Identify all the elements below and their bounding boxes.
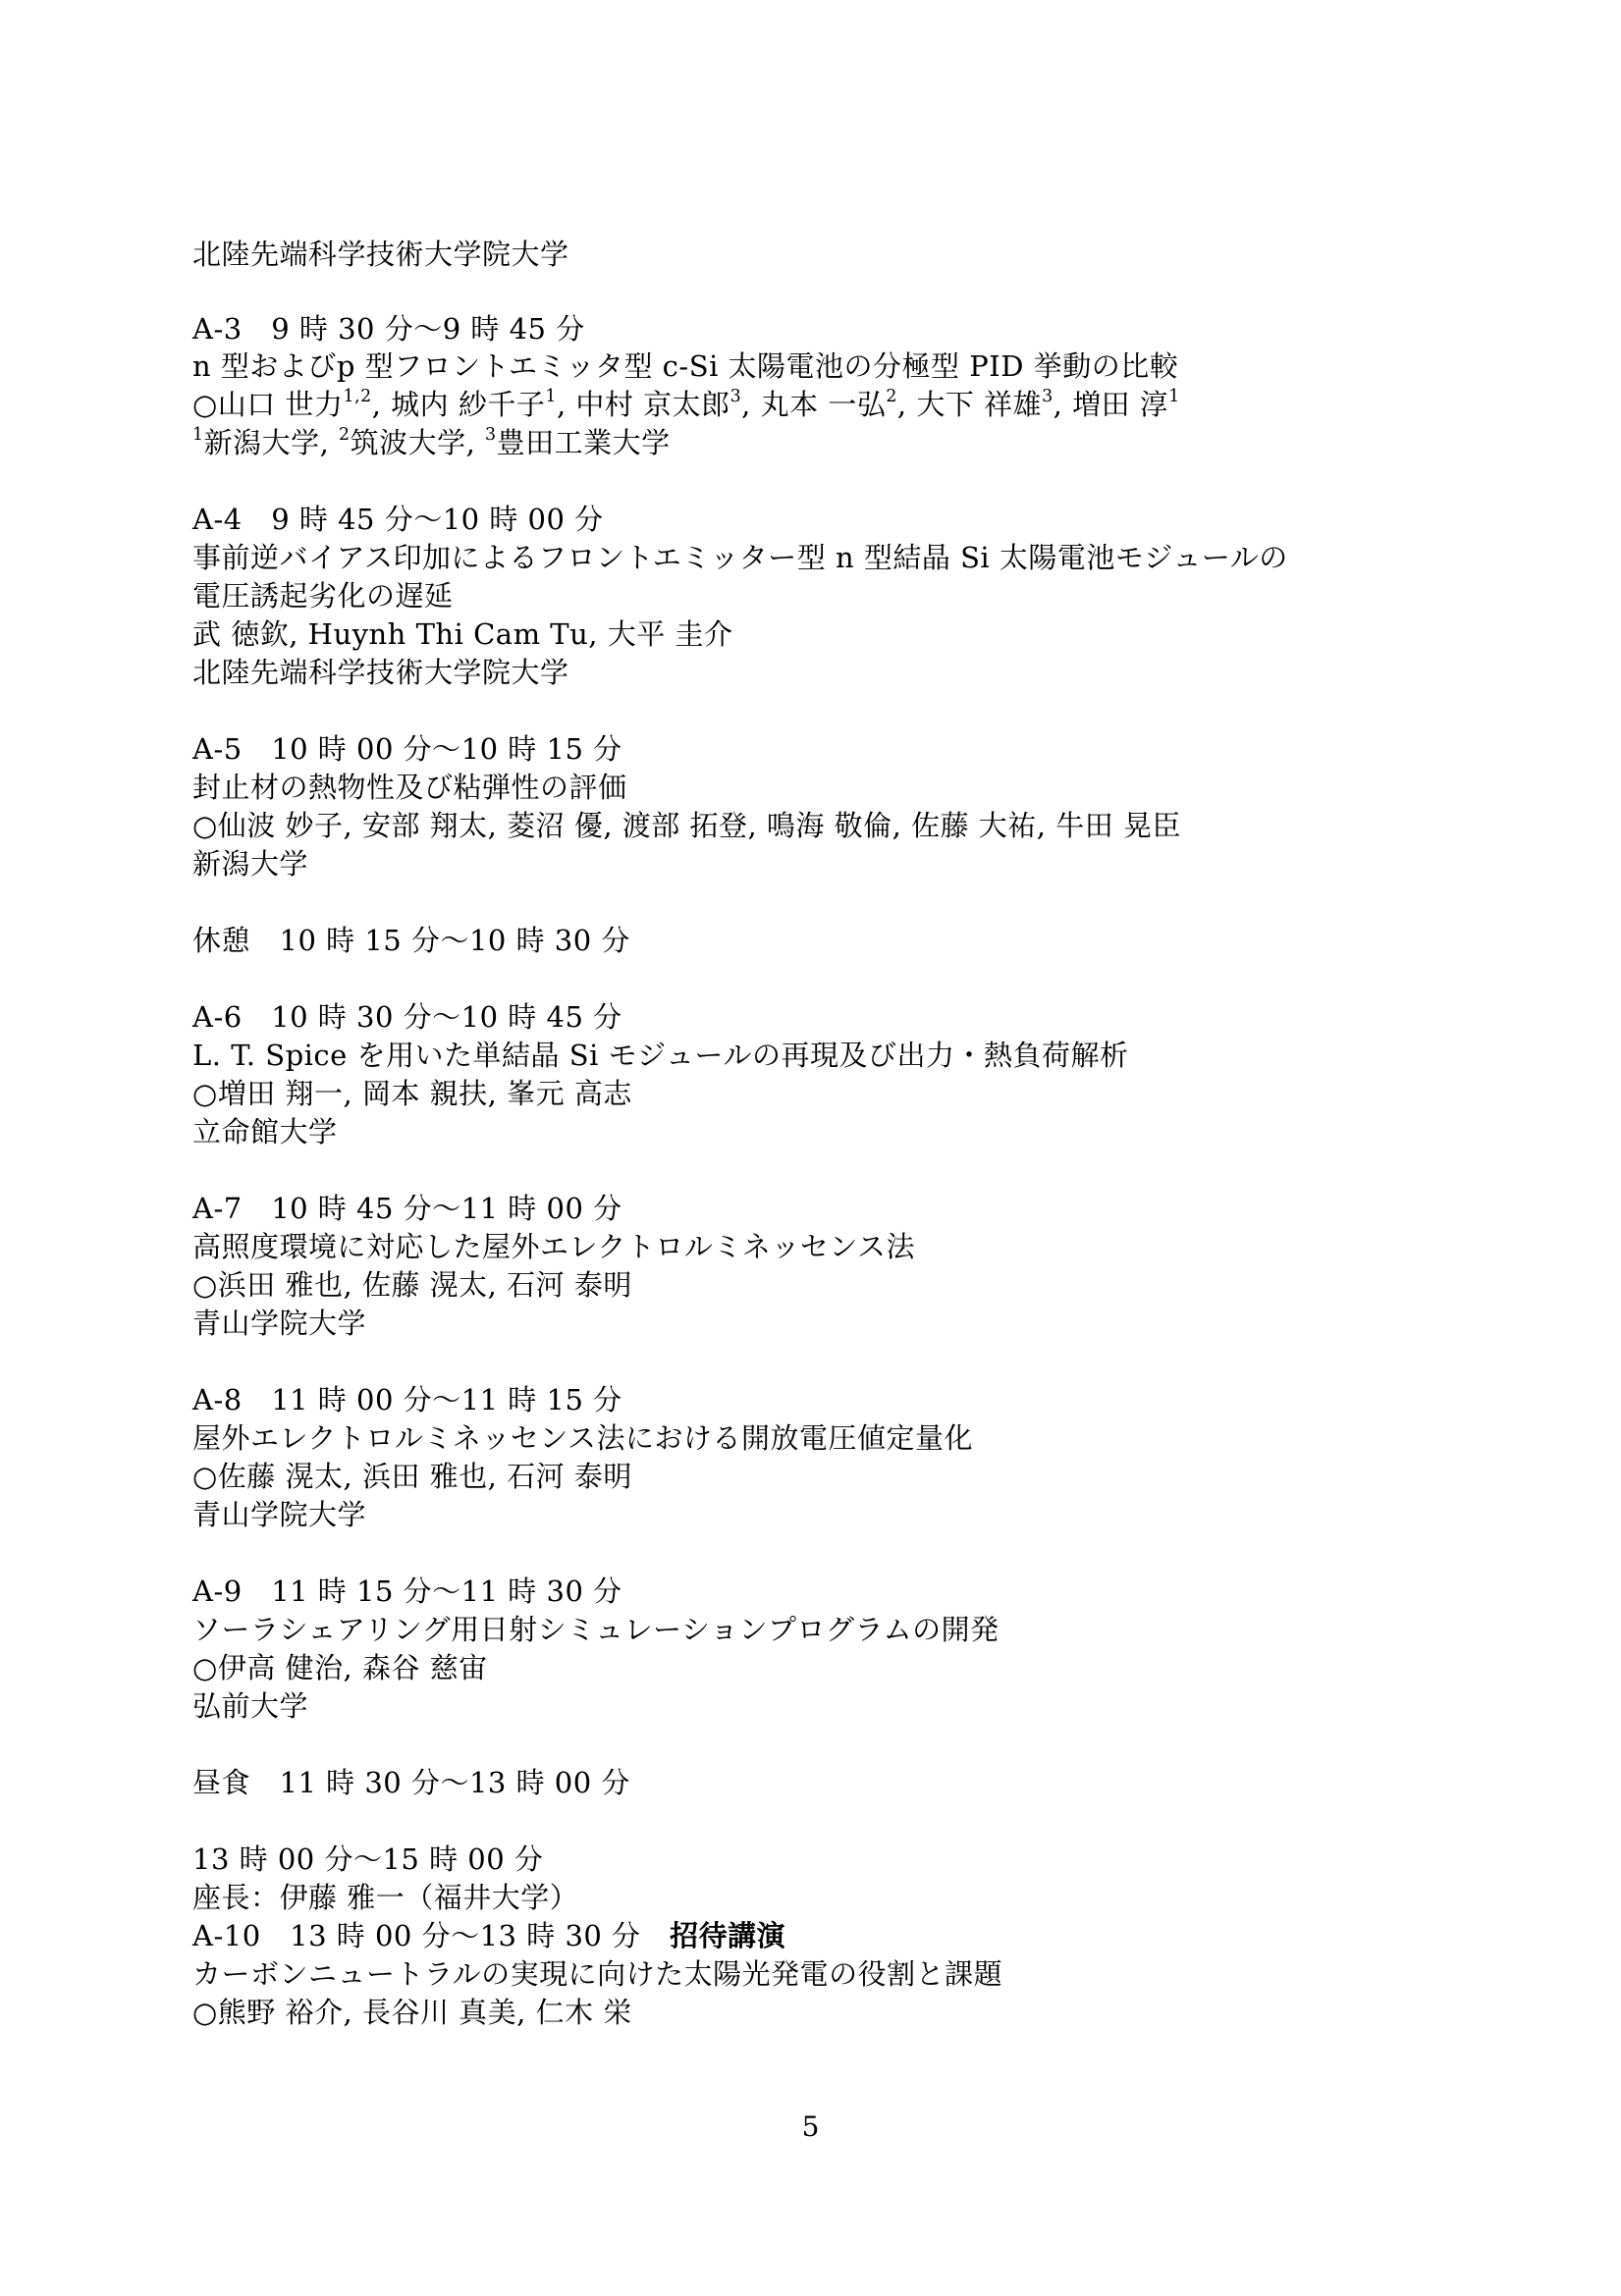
affiliation-sup: 1: [192, 424, 204, 445]
entry-title-a10: カーボンニュートラルの実現に向けた太陽光発電の役割と課題: [192, 1957, 1003, 1991]
entry-header-a10: [192, 1917, 785, 1954]
entry-authors-a3: [192, 386, 1180, 423]
author-sup: 1,2: [343, 386, 372, 406]
affiliation-line: 北陸先端科学技術大学院大学: [192, 238, 569, 271]
author-sup: 1: [545, 386, 557, 406]
author: , 中村 京太郎: [556, 388, 730, 421]
entry-header-a7: A-7 10 時 45 分～11 時 00 分: [192, 1192, 622, 1225]
entry-affiliation-a9: 弘前大学: [192, 1689, 309, 1723]
break-line: 休憩 10 時 15 分～10 時 30 分: [192, 924, 630, 957]
invited-talk-label: 招待講演: [670, 1919, 786, 1952]
entry-authors-a10: ○熊野 裕介, 長谷川 真美, 仁木 栄: [192, 1996, 632, 2029]
entry-title-a3: n 型およびp 型フロントエミッタ型 c-Si 太陽電池の分極型 PID 挙動の比較: [192, 349, 1179, 383]
entry-title-a8: 屋外エレクトロルミネッセンス法における開放電圧値定量化: [192, 1421, 974, 1455]
entry-header-a4: A-4 9 時 45 分～10 時 00 分: [192, 503, 604, 536]
author-sup: 1: [1168, 386, 1180, 406]
author: , 大下 祥雄: [896, 388, 1043, 421]
author: , 丸本 一弘: [741, 388, 887, 421]
entry-affiliation-a7: 青山学院大学: [192, 1307, 367, 1340]
entry-header-text: A-10 13 時 00 分～13 時 30 分: [192, 1919, 671, 1952]
entry-authors-a5: ○仙波 妙子, 安部 翔太, 菱沼 優, 渡部 拓登, 鳴海 敬倫, 佐藤 大祐, 牛田 晃臣: [192, 809, 1181, 842]
entry-affiliation-a4: 北陸先端科学技術大学院大学: [192, 656, 569, 689]
affiliation: 豊田工業大学: [496, 426, 671, 459]
author-sup: 3: [1042, 386, 1054, 406]
author-sup: 3: [729, 386, 742, 406]
entry-header-a5: A-5 10 時 00 分～10 時 15 分: [192, 732, 622, 766]
affiliation: 筑波大学,: [350, 426, 486, 459]
entry-title-a9: ソーラシェアリング用日射シミュレーションプログラムの開発: [192, 1613, 1000, 1646]
affiliation-sup: 3: [485, 424, 497, 445]
entry-header-a6: A-6 10 時 30 分～10 時 45 分: [192, 1000, 622, 1034]
page-number: 5: [801, 2110, 820, 2143]
author: , 城内 紗千子: [371, 388, 546, 421]
entry-affiliation-a8: 青山学院大学: [192, 1498, 367, 1531]
entry-header-a9: A-9 11 時 15 分～11 時 30 分: [192, 1575, 622, 1608]
affiliation-sup: 2: [339, 424, 351, 445]
session-chair: 座長：伊藤 雅一（福井大学）: [192, 1881, 579, 1914]
author: , 増田 淳: [1053, 388, 1169, 421]
entry-authors-a8: ○佐藤 滉太, 浜田 雅也, 石河 泰明: [192, 1460, 632, 1493]
entry-affiliation-a5: 新潟大学: [192, 847, 309, 881]
author: ○山口 世力: [192, 388, 344, 421]
author-sup: 2: [886, 386, 897, 406]
entry-authors-a6: ○増田 翔一, 岡本 親扶, 峯元 高志: [192, 1077, 632, 1110]
entry-title-a6: L. T. Spice を用いた単結晶 Si モジュールの再現及び出力・熱負荷解析: [192, 1039, 1129, 1072]
session-time: 13 時 00 分～15 時 00 分: [192, 1842, 544, 1876]
entry-authors-a4: 武 徳欽, Huynh Thi Cam Tu, 大平 圭介: [192, 617, 733, 651]
entry-title-a4-line1: 事前逆バイアス印加によるフロントエミッター型 n 型結晶 Si 太陽電池モジュールの: [192, 541, 1288, 574]
entry-title-a7: 高照度環境に対応した屋外エレクトロルミネッセンス法: [192, 1230, 916, 1263]
entry-title-a5: 封止材の熱物性及び粘弾性の評価: [192, 771, 627, 804]
entry-authors-a9: ○伊高 健治, 森谷 慈宙: [192, 1651, 488, 1684]
affiliation: 新潟大学,: [203, 426, 340, 459]
entry-affiliation-a6: 立命館大学: [192, 1115, 338, 1148]
entry-header-a8: A-8 11 時 00 分～11 時 15 分: [192, 1383, 622, 1416]
lunch-line: 昼食 11 時 30 分～13 時 00 分: [192, 1766, 630, 1799]
entry-authors-a7: ○浜田 雅也, 佐藤 滉太, 石河 泰明: [192, 1268, 632, 1302]
entry-title-a4-line2: 電圧誘起劣化の遅延: [192, 579, 454, 613]
entry-header-a3: A-3 9 時 30 分～9 時 45 分: [192, 312, 585, 346]
entry-affiliation-a3: [192, 424, 671, 461]
